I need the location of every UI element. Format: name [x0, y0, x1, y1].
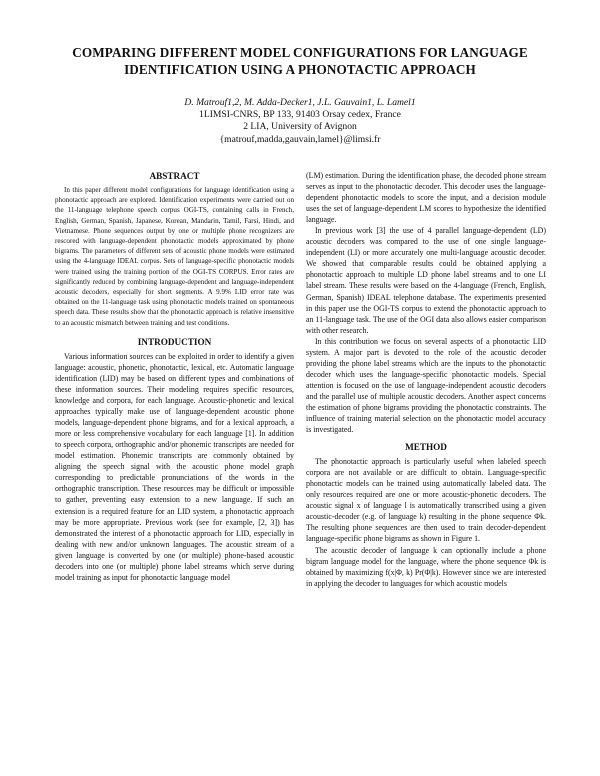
introduction-heading: INTRODUCTION — [137, 336, 212, 347]
title-line-1: COMPARING DIFFERENT MODEL CONFIGURATIONS FOR LANGUAGE — [72, 45, 528, 60]
affiliation-2: 2 LIA, University of Avignon — [243, 121, 357, 133]
left-column — [55, 170, 294, 583]
right-column — [306, 170, 546, 589]
title-line-2: IDENTIFICATION USING A PHONOTACTIC APPROACH — [124, 62, 476, 77]
author-list: D. Matrouf1,2, M. Adda-Decker1, J.L. Gauvain1, L. Lamel1 — [184, 97, 416, 108]
author-block — [40, 97, 560, 146]
abstract-paragraph: In this paper different model configurations for language identification using a phonotactic approach are explored. Identification experiments were carried out on the 11-language telephone speech corpus OGI-TS, containing calls in French, English, German, Spanish, Japanese, Korean, Mandarin, Tamil, Farsi, Hindi, and Vietnamese. Phone sequences output by one or multiple phone recognizers are rescored with language-dependent phonotactic models approximated by phone bigrams. The parameters of different sets of acoustic phone models were estimated using the 4-language IDEAL corpus. Sets of language-specific phonotactic models were trained using the training portion of the OGI-TS CORPUS. Error rates are significantly reduced by combining language-dependent and language-independent acoustic decoders, especially for short segments. A 9.9% LID error rate was obtained on the 11-language task using phonotactic models trained on spontaneous speech data. These results show that the phonotactic approach is relative insensitive to an acoustic mismatch between training and test conditions. — [55, 186, 294, 327]
previous-work-paragraph: In previous work [3] the use of 4 parallel language-dependent (LD) acoustic decoders was compared to the use of one single language-independent (LI) or more accurately one multi-language acoustic decoder. We showed that comparable results could be obtained applying a phonotactic approach to multiple LD phone label streams and to one LI label stream. These results were based on the 4-language (French, English, German, Spanish) IDEAL telephone database. The experiments presented in this paper use the OGI-TS corpus to extend the phonotactic approach to an 11-language task. The use of the OGI data also allows easier comparison with other research. — [306, 226, 546, 335]
paper-title — [40, 44, 560, 78]
contribution-paragraph: In this contribution we focus on several aspects of a phonotactic LID system. A major part is devoted to the role of the acoustic decoder providing the phone label streams which are the inputs to the phonotactic decoder which uses the language-specific phonotactic models. Special attention is focused on the use of language-independent acoustic decoders and the parallel use of multiple acoustic decoders. Another aspect concerns the estimation of phone bigrams providing the phonotactic constraints. The influence of training material selection on the phonotactic model accuracy is investigated. — [306, 336, 546, 435]
method-paragraph-2: The acoustic decoder of language k can optionally include a phone bigram language model for the language, where the phone sequence Φk is obtained by maximizing f(x|Φ, k) Pr(Φ|k). However since we are interested in applying the decoder to languages for which acoustic models — [306, 545, 546, 588]
author-emails: {matrouf,madda,gauvain,lamel}@limsi.fr — [219, 133, 381, 145]
introduction-paragraph: Various information sources can be exploited in order to identify a given language: acoustic, phonetic, phonotactic, lexical, etc. Automatic language identification (LID) may be based on different types and combinations of these information sources. Their modeling requires specific resources, knowledge and corpora, for each language. Acoustic-phonetic and lexical approaches typically make use of language-dependent acoustic phone models, language-dependent phone bigrams, and for a lexical approach, a more or less comprehensive vocabulary for each language [1]. In addition to speech corpora, orthographic and/or phonemic transcripts are needed for model estimation. Phonemic transcripts are commonly obtained by aligning the speech signal with the acoustic phone model graph corresponding to predictable pronunciations of the words in the orthographic transcription. These resources may be difficult or impossible to gather, preventing easy extension to a new language. If such an extension is a required feature for an LID system, a phonotactic approach may be more appropriate. Previous work (see for example, [2, 3]) has demonstrated the interest of a phonotactic approach for LID, especially in dealing with new and/or unknown languages. The acoustic stream of a given language is converted by one (or multiple) phone-based acoustic decoders into one (or multiple) phone label streams which serve during model training as input for phonotactic language model — [55, 351, 294, 582]
affiliation-1: 1LIMSI-CNRS, BP 133, 91403 Orsay cedex, France — [199, 109, 401, 121]
abstract-body — [55, 185, 294, 328]
abstract-heading: ABSTRACT — [149, 171, 200, 181]
method-heading: METHOD — [405, 442, 447, 453]
continued-paragraph: (LM) estimation. During the identification phase, the decoded phone stream serves as input to the phonotactic decoder. This decoder uses the language-dependent phonotactic models to score the input, and a decision module uses the set of language-dependent LM scores to hypothesize the identified language. — [306, 171, 546, 225]
method-paragraph-1: The phonotactic approach is particularly useful when labeled speech corpora are not available or are difficult to obtain. Language-specific phonotactic models can be trained using automatically labeled data. The only resources required are one or more acoustic-phonetic decoders. The acoustic signal x of language l is automatically transcribed using a given acoustic-decoder (e.g. of language k) resulting in the phone sequence Φk. The resulting phone sequences are then used to train decoder-dependent language-specific phone bigrams as shown in Figure 1. — [306, 457, 546, 544]
